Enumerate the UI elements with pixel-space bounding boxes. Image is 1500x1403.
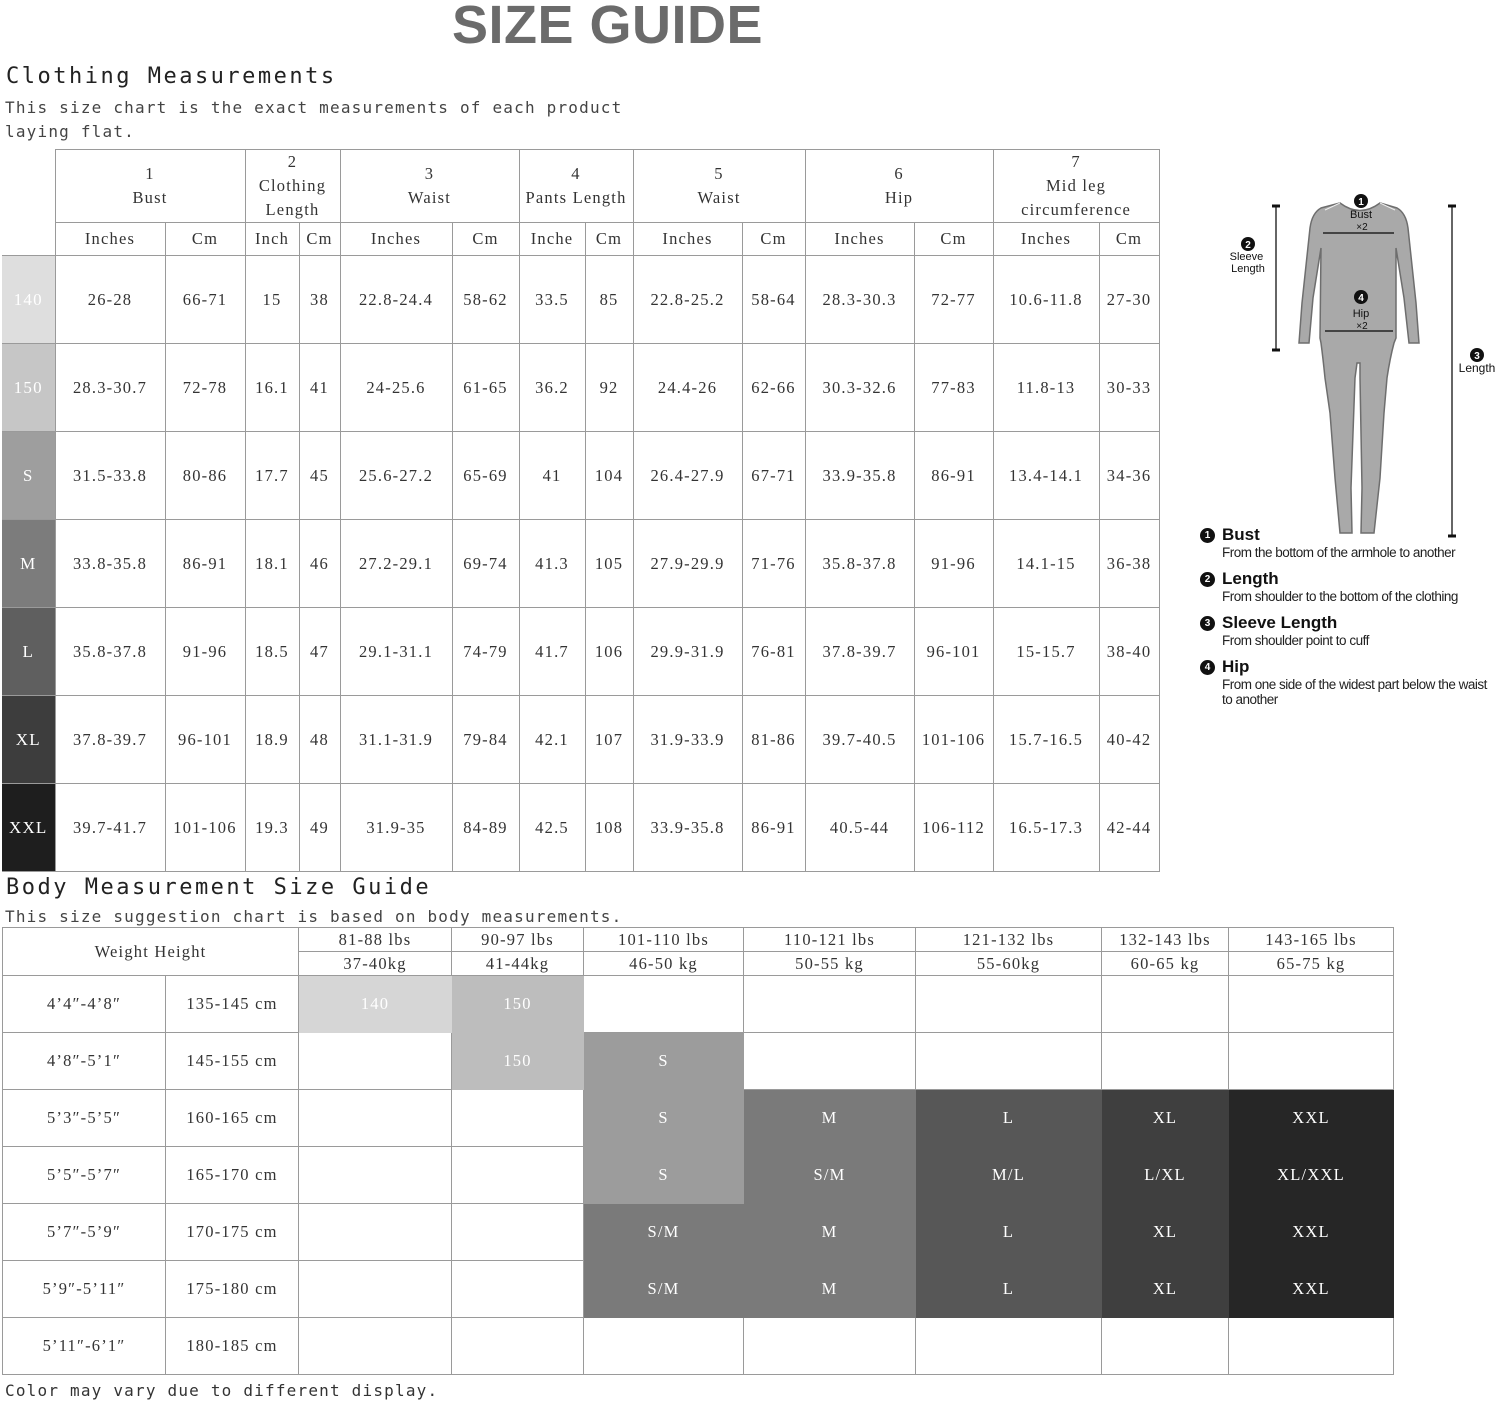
size-recommendation-cell bbox=[744, 1033, 916, 1090]
size-recommendation-cell bbox=[744, 1318, 916, 1375]
measurement-group-header bbox=[55, 150, 245, 223]
height-cm: 180-185 cm bbox=[166, 1318, 299, 1375]
size-recommendation-cell: 150 bbox=[452, 976, 584, 1033]
legend-number: 1 bbox=[1200, 528, 1215, 543]
unit-header: Cm bbox=[165, 223, 245, 256]
measurement-cell: 66-71 bbox=[165, 256, 245, 344]
measurement-cell: 86-91 bbox=[165, 520, 245, 608]
measurement-cell: 40.5-44 bbox=[805, 784, 914, 872]
group-number: 7 bbox=[1071, 152, 1081, 171]
size-recommendation-cell: XL bbox=[1102, 1204, 1229, 1261]
measurement-cell: 101-106 bbox=[914, 696, 993, 784]
unit-header: Cm bbox=[914, 223, 993, 256]
size-recommendation-cell: M bbox=[744, 1261, 916, 1318]
group-number: 1 bbox=[145, 164, 155, 183]
group-name: Bust bbox=[132, 188, 168, 207]
weight-lbs-header: 110-121 lbs bbox=[744, 928, 916, 952]
measurement-cell: 49 bbox=[299, 784, 340, 872]
body-size-guide-table bbox=[2, 927, 1394, 1375]
weight-kg-header: 55-60kg bbox=[916, 952, 1102, 976]
group-name: Waist bbox=[697, 188, 741, 207]
table-row bbox=[3, 1147, 1394, 1204]
size-recommendation-cell bbox=[1229, 976, 1394, 1033]
legend-title: Bust bbox=[1222, 525, 1260, 544]
measurement-cell: 80-86 bbox=[165, 432, 245, 520]
size-label: XL bbox=[2, 696, 55, 784]
size-recommendation-cell bbox=[1102, 976, 1229, 1033]
size-recommendation-cell bbox=[1102, 1318, 1229, 1375]
measurement-cell: 28.3-30.3 bbox=[805, 256, 914, 344]
measurement-cell: 92 bbox=[585, 344, 633, 432]
measurement-cell: 33.9-35.8 bbox=[633, 784, 742, 872]
measurement-cell: 104 bbox=[585, 432, 633, 520]
measurement-cell: 28.3-30.7 bbox=[55, 344, 165, 432]
measurement-cell: 84-89 bbox=[452, 784, 519, 872]
measurement-cell: 31.9-35 bbox=[340, 784, 452, 872]
size-recommendation-cell bbox=[299, 1261, 452, 1318]
group-number: 6 bbox=[894, 164, 904, 183]
measurement-cell: 26.4-27.9 bbox=[633, 432, 742, 520]
unit-header: Cm bbox=[1099, 223, 1159, 256]
measurement-cell: 105 bbox=[585, 520, 633, 608]
table-row bbox=[3, 1261, 1394, 1318]
measurement-cell: 31.1-31.9 bbox=[340, 696, 452, 784]
measurement-cell: 69-74 bbox=[452, 520, 519, 608]
legend-number: 2 bbox=[1200, 572, 1215, 587]
table-row bbox=[3, 1033, 1394, 1090]
size-label: 150 bbox=[2, 344, 55, 432]
measurement-cell: 27.2-29.1 bbox=[340, 520, 452, 608]
measurement-cell: 74-79 bbox=[452, 608, 519, 696]
size-label: L bbox=[2, 608, 55, 696]
size-recommendation-cell: XL/XXL bbox=[1229, 1147, 1394, 1204]
legend-description: From shoulder to the bottom of the clothing bbox=[1222, 589, 1458, 604]
size-recommendation-cell bbox=[1229, 1033, 1394, 1090]
measurement-cell: 81-86 bbox=[742, 696, 805, 784]
weight-kg-header: 50-55 kg bbox=[744, 952, 916, 976]
weight-lbs-header: 121-132 lbs bbox=[916, 928, 1102, 952]
size-recommendation-cell: S bbox=[584, 1090, 744, 1147]
measurement-cell: 17.7 bbox=[245, 432, 299, 520]
unit-header: Inches bbox=[55, 223, 165, 256]
size-recommendation-cell bbox=[299, 1147, 452, 1204]
measurement-cell: 72-77 bbox=[914, 256, 993, 344]
legend-item bbox=[1200, 569, 1500, 604]
label-bust: Bust bbox=[1349, 209, 1373, 221]
measurement-cell: 86-91 bbox=[914, 432, 993, 520]
badge-bust: 1 bbox=[1358, 197, 1364, 208]
measurement-cell: 16.5-17.3 bbox=[993, 784, 1099, 872]
size-recommendation-cell bbox=[916, 976, 1102, 1033]
measurement-cell: 37.8-39.7 bbox=[55, 696, 165, 784]
measurement-cell: 42-44 bbox=[1099, 784, 1159, 872]
measurement-cell: 62-66 bbox=[742, 344, 805, 432]
measurement-cell: 36-38 bbox=[1099, 520, 1159, 608]
measurement-cell: 58-62 bbox=[452, 256, 519, 344]
label-hip: Hip bbox=[1352, 308, 1370, 320]
measurement-cell: 76-81 bbox=[742, 608, 805, 696]
height-inches: 5’5″-5’7″ bbox=[3, 1147, 166, 1204]
clothing-heading: Clothing Measurements bbox=[6, 64, 337, 89]
unit-header: Inches bbox=[993, 223, 1099, 256]
legend-item bbox=[1200, 613, 1500, 648]
unit-header: Inches bbox=[340, 223, 452, 256]
measurement-cell: 19.3 bbox=[245, 784, 299, 872]
measurement-cell: 15 bbox=[245, 256, 299, 344]
badge-sleeve: 2 bbox=[1245, 240, 1251, 251]
measurement-cell: 33.8-35.8 bbox=[55, 520, 165, 608]
unit-header: Cm bbox=[452, 223, 519, 256]
body-heading: Body Measurement Size Guide bbox=[6, 875, 432, 900]
measurement-cell: 107 bbox=[585, 696, 633, 784]
size-recommendation-cell: XXL bbox=[1229, 1261, 1394, 1318]
table-row bbox=[2, 696, 1159, 784]
clothing-note: This size chart is the exact measurements of each product laying flat. bbox=[5, 98, 623, 141]
measurement-cell: 79-84 bbox=[452, 696, 519, 784]
measurement-cell: 38-40 bbox=[1099, 608, 1159, 696]
size-recommendation-cell: M bbox=[744, 1204, 916, 1261]
size-recommendation-cell bbox=[744, 976, 916, 1033]
size-recommendation-cell: S/M bbox=[744, 1147, 916, 1204]
measurement-cell: 41.7 bbox=[519, 608, 585, 696]
measurement-cell: 41 bbox=[299, 344, 340, 432]
measurement-cell: 85 bbox=[585, 256, 633, 344]
weight-lbs-header: 81-88 lbs bbox=[299, 928, 452, 952]
measurement-cell: 33.9-35.8 bbox=[805, 432, 914, 520]
measurement-cell: 25.6-27.2 bbox=[340, 432, 452, 520]
size-recommendation-cell bbox=[299, 1318, 452, 1375]
size-recommendation-cell: XXL bbox=[1229, 1090, 1394, 1147]
measurement-group-header bbox=[993, 150, 1159, 223]
measurement-cell: 13.4-14.1 bbox=[993, 432, 1099, 520]
figure-illustration bbox=[1190, 188, 1500, 548]
measurement-cell: 96-101 bbox=[165, 696, 245, 784]
size-recommendation-cell bbox=[299, 1033, 452, 1090]
measurement-cell: 35.8-37.8 bbox=[55, 608, 165, 696]
size-recommendation-cell: M/L bbox=[916, 1147, 1102, 1204]
measurement-cell: 18.9 bbox=[245, 696, 299, 784]
measurement-cell: 18.1 bbox=[245, 520, 299, 608]
measurement-cell: 31.9-33.9 bbox=[633, 696, 742, 784]
measurement-cell: 26-28 bbox=[55, 256, 165, 344]
weight-kg-header: 37-40kg bbox=[299, 952, 452, 976]
badge-hip: 4 bbox=[1358, 293, 1364, 304]
measurement-cell: 35.8-37.8 bbox=[805, 520, 914, 608]
page-title: SIZE GUIDE bbox=[452, 0, 764, 55]
measurement-cell: 14.1-15 bbox=[993, 520, 1099, 608]
measurement-cell: 91-96 bbox=[165, 608, 245, 696]
group-name: Hip bbox=[884, 188, 914, 207]
measurement-cell: 101-106 bbox=[165, 784, 245, 872]
legend-description: From shoulder point to cuff bbox=[1222, 633, 1369, 648]
unit-header: Cm bbox=[742, 223, 805, 256]
group-name: Pants Length bbox=[525, 188, 627, 207]
size-recommendation-cell bbox=[452, 1090, 584, 1147]
measurement-cell: 38 bbox=[299, 256, 340, 344]
clothing-measurements-table bbox=[2, 149, 1160, 872]
measurement-cell: 45 bbox=[299, 432, 340, 520]
weight-lbs-header: 90-97 lbs bbox=[452, 928, 584, 952]
measurement-cell: 108 bbox=[585, 784, 633, 872]
size-recommendation-cell: S/M bbox=[584, 1261, 744, 1318]
legend-number: 3 bbox=[1200, 616, 1215, 631]
label-hip-mult: ×2 bbox=[1356, 321, 1368, 332]
measurement-cell: 24-25.6 bbox=[340, 344, 452, 432]
group-number: 5 bbox=[714, 164, 724, 183]
measurement-cell: 58-64 bbox=[742, 256, 805, 344]
measurement-cell: 24.4-26 bbox=[633, 344, 742, 432]
height-cm: 165-170 cm bbox=[166, 1147, 299, 1204]
size-recommendation-cell: 140 bbox=[299, 976, 452, 1033]
group-number: 2 bbox=[287, 152, 298, 171]
measurement-cell: 96-101 bbox=[914, 608, 993, 696]
measurement-legend bbox=[1200, 525, 1500, 716]
body-figure-diagram bbox=[1190, 188, 1500, 548]
height-cm: 135-145 cm bbox=[166, 976, 299, 1033]
measurement-cell: 22.8-25.2 bbox=[633, 256, 742, 344]
size-recommendation-cell: L/XL bbox=[1102, 1147, 1229, 1204]
table-row bbox=[2, 344, 1159, 432]
table-row bbox=[2, 608, 1159, 696]
unit-header: Cm bbox=[299, 223, 340, 256]
measurement-cell: 37.8-39.7 bbox=[805, 608, 914, 696]
measurement-cell: 27.9-29.9 bbox=[633, 520, 742, 608]
measurement-cell: 91-96 bbox=[914, 520, 993, 608]
height-cm: 170-175 cm bbox=[166, 1204, 299, 1261]
size-recommendation-cell: XL bbox=[1102, 1090, 1229, 1147]
size-recommendation-cell bbox=[452, 1318, 584, 1375]
size-recommendation-cell bbox=[299, 1090, 452, 1147]
size-recommendation-cell: S/M bbox=[584, 1204, 744, 1261]
table-row bbox=[2, 520, 1159, 608]
measurement-cell: 42.5 bbox=[519, 784, 585, 872]
size-recommendation-cell: L bbox=[916, 1204, 1102, 1261]
size-recommendation-cell bbox=[452, 1147, 584, 1204]
weight-lbs-header: 143-165 lbs bbox=[1229, 928, 1394, 952]
measurement-cell: 48 bbox=[299, 696, 340, 784]
measurement-cell: 36.2 bbox=[519, 344, 585, 432]
measurement-cell: 18.5 bbox=[245, 608, 299, 696]
legend-number: 4 bbox=[1200, 660, 1215, 675]
size-recommendation-cell: XL bbox=[1102, 1261, 1229, 1318]
legend-item bbox=[1200, 657, 1500, 707]
measurement-cell: 29.1-31.1 bbox=[340, 608, 452, 696]
measurement-cell: 31.5-33.8 bbox=[55, 432, 165, 520]
measurement-group-header bbox=[805, 150, 993, 223]
size-label: S bbox=[2, 432, 55, 520]
measurement-cell: 29.9-31.9 bbox=[633, 608, 742, 696]
measurement-cell: 30-33 bbox=[1099, 344, 1159, 432]
measurement-cell: 27-30 bbox=[1099, 256, 1159, 344]
unit-header: Inches bbox=[805, 223, 914, 256]
label-sleeve-length: Sleeve Length bbox=[1229, 251, 1265, 275]
unit-header: Cm bbox=[585, 223, 633, 256]
size-recommendation-cell: S bbox=[584, 1147, 744, 1204]
footer-note: Color may vary due to different display. bbox=[5, 1381, 439, 1400]
measurement-cell: 46 bbox=[299, 520, 340, 608]
unit-header: Inch bbox=[245, 223, 299, 256]
height-inches: 5’3″-5’5″ bbox=[3, 1090, 166, 1147]
size-recommendation-cell: XXL bbox=[1229, 1204, 1394, 1261]
label-bust-mult: ×2 bbox=[1356, 222, 1368, 233]
unit-header: Inches bbox=[633, 223, 742, 256]
measurement-cell: 71-76 bbox=[742, 520, 805, 608]
table-row bbox=[3, 976, 1394, 1033]
table-row bbox=[3, 1090, 1394, 1147]
height-cm: 175-180 cm bbox=[166, 1261, 299, 1318]
measurement-group-header bbox=[245, 150, 340, 223]
height-inches: 5’9″-5’11″ bbox=[3, 1261, 166, 1318]
size-recommendation-cell: 150 bbox=[452, 1033, 584, 1090]
measurement-cell: 15-15.7 bbox=[993, 608, 1099, 696]
weight-lbs-header: 101-110 lbs bbox=[584, 928, 744, 952]
measurement-cell: 77-83 bbox=[914, 344, 993, 432]
measurement-cell: 16.1 bbox=[245, 344, 299, 432]
measurement-group-header bbox=[633, 150, 805, 223]
size-recommendation-cell bbox=[916, 1033, 1102, 1090]
body-note: This size suggestion chart is based on body measurements. bbox=[5, 907, 623, 926]
weight-kg-header: 65-75 kg bbox=[1229, 952, 1394, 976]
measurement-cell: 72-78 bbox=[165, 344, 245, 432]
measurement-cell: 22.8-24.4 bbox=[340, 256, 452, 344]
weight-kg-header: 60-65 kg bbox=[1102, 952, 1229, 976]
weight-lbs-header: 132-143 lbs bbox=[1102, 928, 1229, 952]
legend-item bbox=[1200, 525, 1500, 560]
measurement-cell: 106 bbox=[585, 608, 633, 696]
height-inches: 5’11″-6’1″ bbox=[3, 1318, 166, 1375]
height-cm: 160-165 cm bbox=[166, 1090, 299, 1147]
table-corner bbox=[2, 150, 55, 256]
weight-height-corner: Weight Height bbox=[3, 928, 299, 976]
table-row bbox=[2, 784, 1159, 872]
group-number: 3 bbox=[424, 164, 435, 183]
size-recommendation-cell bbox=[452, 1261, 584, 1318]
measurement-cell: 39.7-40.5 bbox=[805, 696, 914, 784]
size-recommendation-cell bbox=[1102, 1033, 1229, 1090]
measurement-cell: 65-69 bbox=[452, 432, 519, 520]
table-row bbox=[3, 1318, 1394, 1375]
measurement-cell: 61-65 bbox=[452, 344, 519, 432]
size-recommendation-cell: S bbox=[584, 1033, 744, 1090]
measurement-cell: 39.7-41.7 bbox=[55, 784, 165, 872]
size-recommendation-cell: M bbox=[744, 1090, 916, 1147]
measurement-cell: 42.1 bbox=[519, 696, 585, 784]
height-cm: 145-155 cm bbox=[166, 1033, 299, 1090]
table-row bbox=[3, 1204, 1394, 1261]
measurement-cell: 34-36 bbox=[1099, 432, 1159, 520]
unit-header: Inche bbox=[519, 223, 585, 256]
group-name: Mid leg circumference bbox=[1021, 176, 1132, 219]
measurement-cell: 67-71 bbox=[742, 432, 805, 520]
measurement-cell: 33.5 bbox=[519, 256, 585, 344]
size-recommendation-cell bbox=[299, 1204, 452, 1261]
size-recommendation-cell bbox=[1229, 1318, 1394, 1375]
measurement-group-header bbox=[519, 150, 633, 223]
measurement-cell: 47 bbox=[299, 608, 340, 696]
measurement-cell: 86-91 bbox=[742, 784, 805, 872]
measurement-cell: 106-112 bbox=[914, 784, 993, 872]
height-inches: 4’4″-4’8″ bbox=[3, 976, 166, 1033]
label-length: Length bbox=[1458, 361, 1496, 375]
legend-title: Sleeve Length bbox=[1222, 613, 1338, 632]
weight-kg-header: 46-50 kg bbox=[584, 952, 744, 976]
legend-description: From the bottom of the armhole to another bbox=[1222, 545, 1456, 560]
group-name: Clothing Length bbox=[258, 176, 327, 219]
group-name: Waist bbox=[407, 188, 452, 207]
measurement-cell: 30.3-32.6 bbox=[805, 344, 914, 432]
height-inches: 4’8″-5’1″ bbox=[3, 1033, 166, 1090]
measurement-cell: 40-42 bbox=[1099, 696, 1159, 784]
legend-description: From one side of the widest part below the waist to another bbox=[1222, 677, 1487, 707]
size-recommendation-cell bbox=[916, 1318, 1102, 1375]
size-recommendation-cell: L bbox=[916, 1090, 1102, 1147]
measurement-cell: 15.7-16.5 bbox=[993, 696, 1099, 784]
measurement-group-header bbox=[340, 150, 519, 223]
size-label: 140 bbox=[2, 256, 55, 344]
size-label: XXL bbox=[2, 784, 55, 872]
table-row bbox=[2, 256, 1159, 344]
measurement-cell: 41 bbox=[519, 432, 585, 520]
measurement-cell: 41.3 bbox=[519, 520, 585, 608]
size-recommendation-cell bbox=[584, 1318, 744, 1375]
size-recommendation-cell: L bbox=[916, 1261, 1102, 1318]
weight-kg-header: 41-44kg bbox=[452, 952, 584, 976]
badge-length: 3 bbox=[1474, 351, 1480, 362]
legend-title: Hip bbox=[1222, 657, 1250, 676]
group-number: 4 bbox=[571, 164, 581, 183]
height-inches: 5’7″-5’9″ bbox=[3, 1204, 166, 1261]
size-recommendation-cell bbox=[452, 1204, 584, 1261]
size-label: M bbox=[2, 520, 55, 608]
legend-title: Length bbox=[1222, 569, 1279, 588]
measurement-cell: 10.6-11.8 bbox=[993, 256, 1099, 344]
size-recommendation-cell bbox=[584, 976, 744, 1033]
table-row bbox=[2, 432, 1159, 520]
measurement-cell: 11.8-13 bbox=[993, 344, 1099, 432]
